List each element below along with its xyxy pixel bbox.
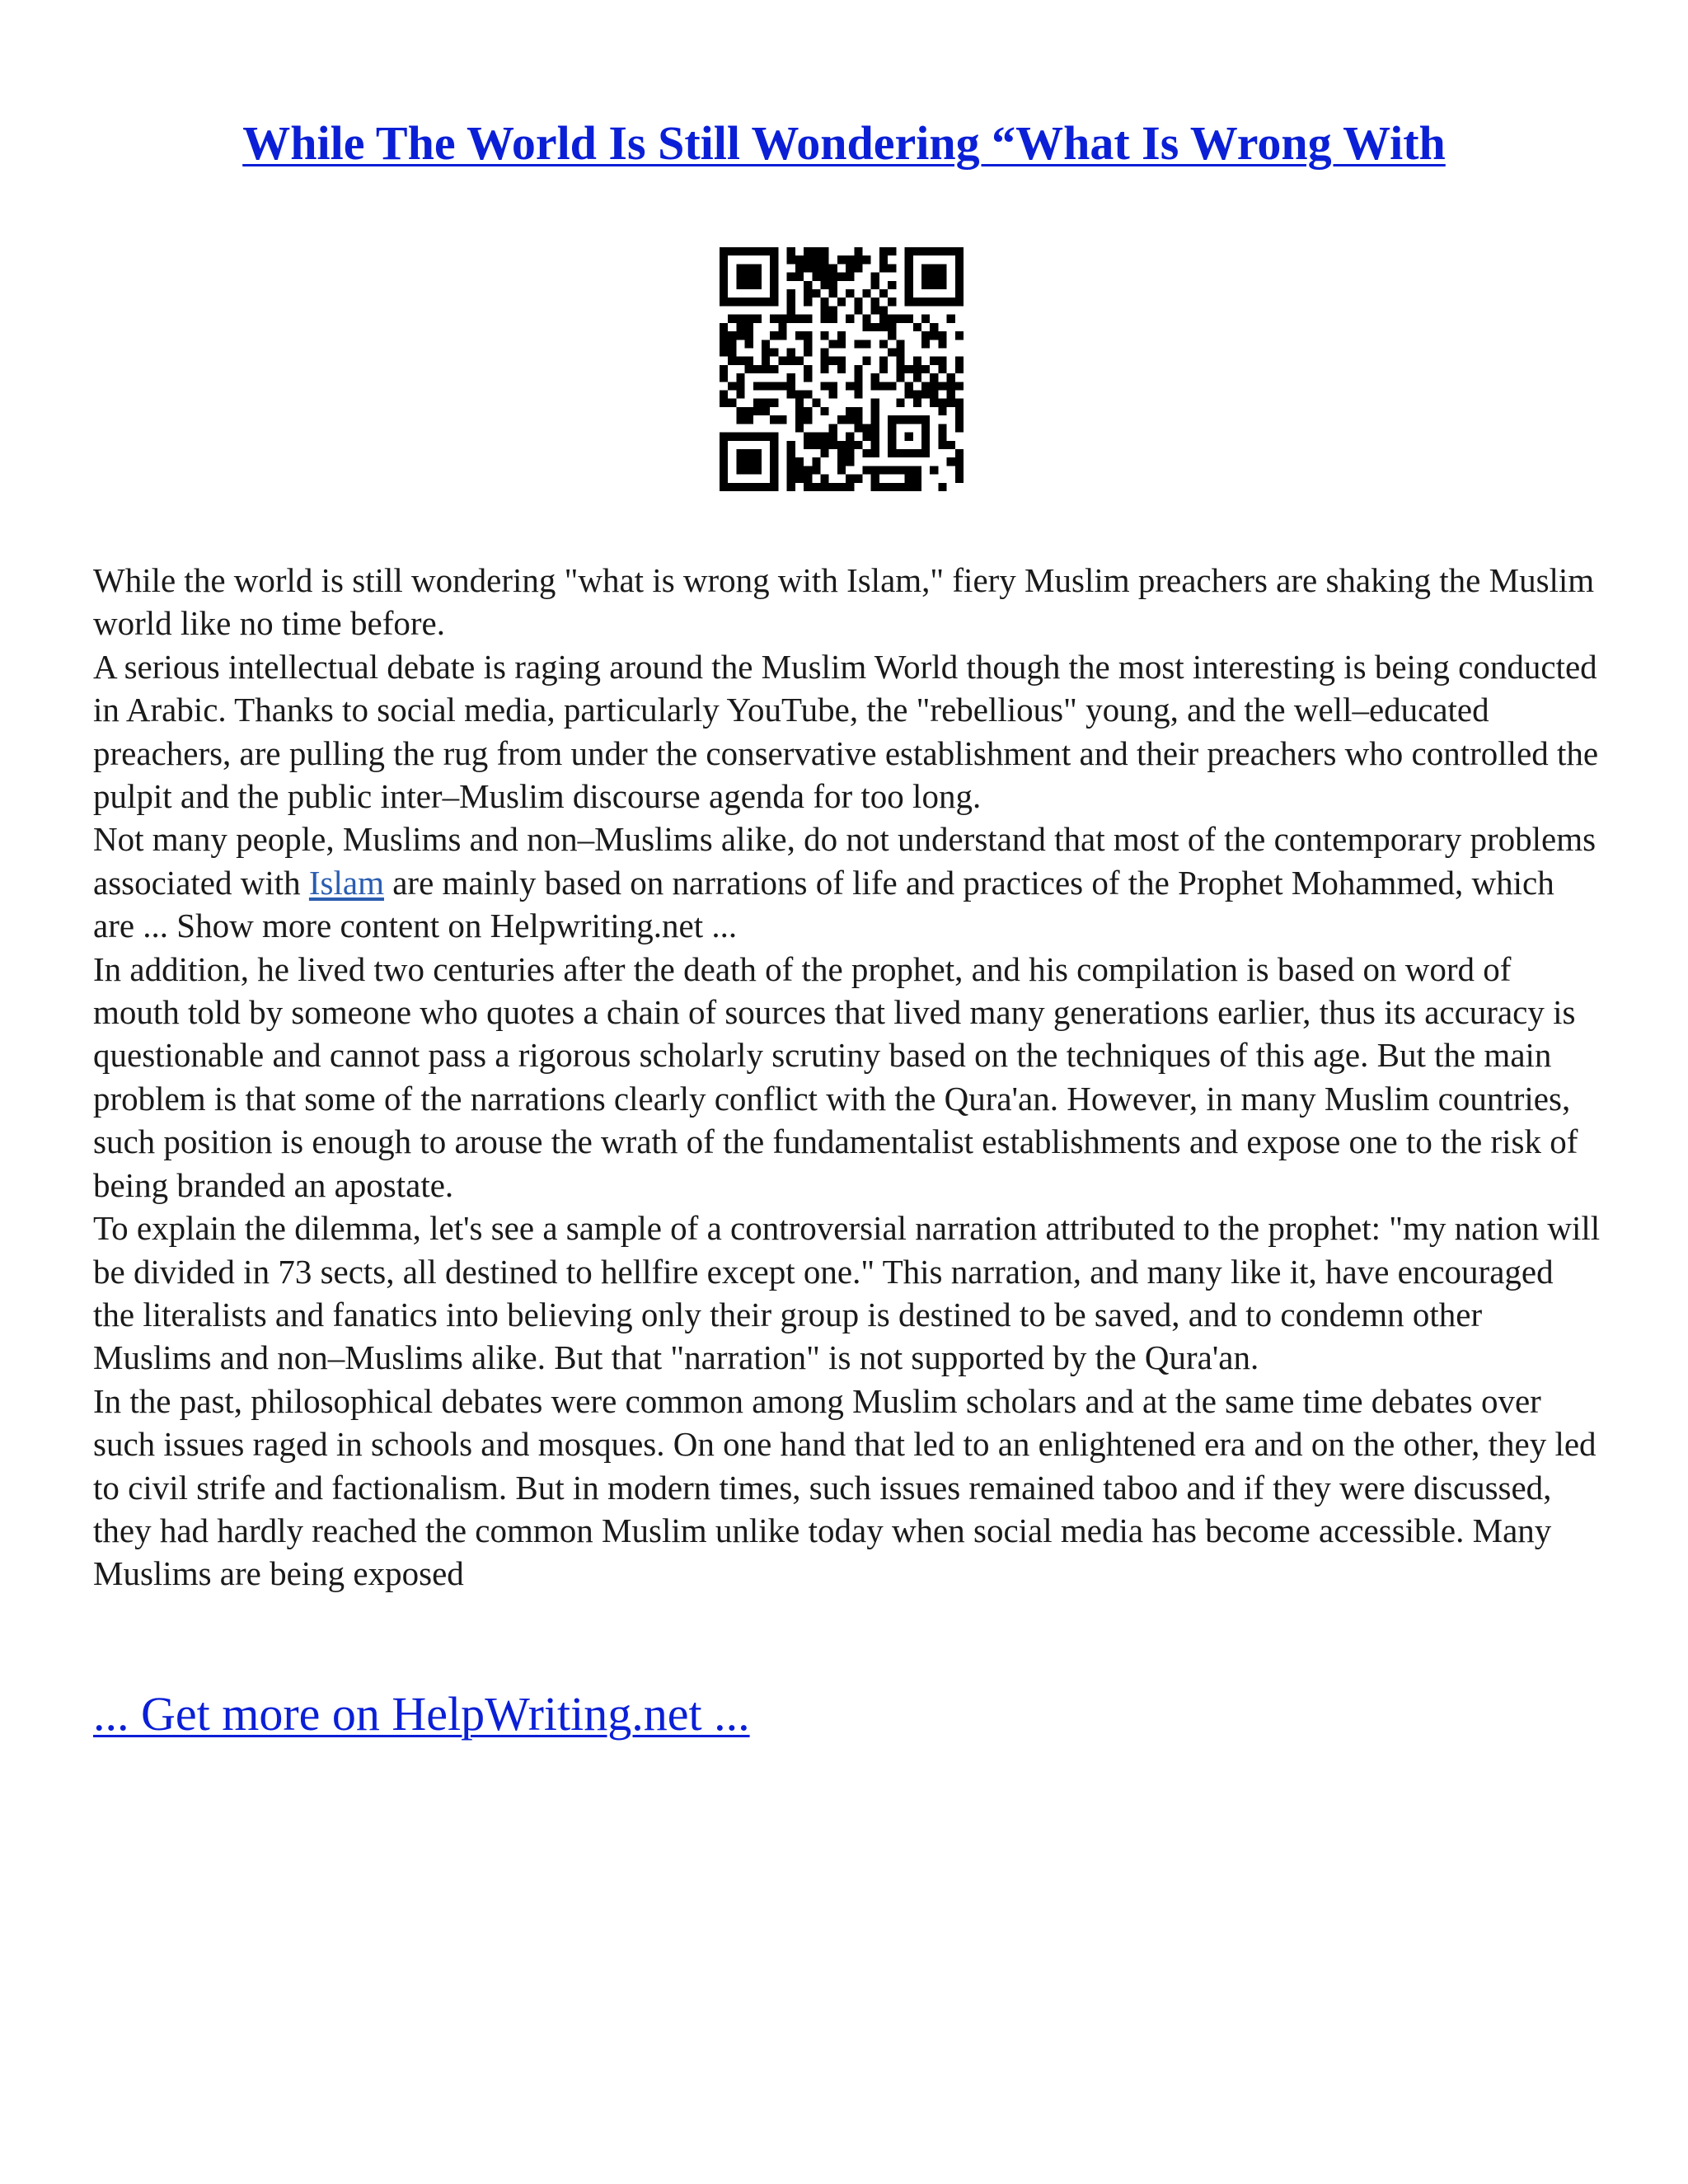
qr-code-icon xyxy=(720,247,964,491)
title-link[interactable]: While The World Is Still Wondering “What Is Wrong With xyxy=(242,116,1446,170)
paragraph-3 xyxy=(93,818,1601,947)
article-body xyxy=(93,559,1601,1596)
more-link-row xyxy=(93,1685,750,1743)
islam-link[interactable]: Islam xyxy=(308,863,384,902)
paragraph-1: While the world is still wondering "what is wrong with Islam," fiery Muslim preachers are shaking the Muslim world like no time before. xyxy=(93,561,1595,643)
paragraph-6: In the past, philosophical debates were common among Muslim scholars and at the same time debates over such issues raged in schools and mosques. On one hand that led to an enlightened era and on the other, they led to civil strife and factionalism. But in modern times, such issues remained taboo and if they were discussed, they had hardly reached the common Muslim unlike today when social media has become accessible. Many Muslims are being exposed xyxy=(93,1381,1597,1593)
paragraph-3-start: Not many people, Muslims and non–Muslims alike, do not understand that most of the contemporary problems associated with xyxy=(93,820,1597,902)
page-title xyxy=(0,114,1688,173)
paragraph-2: A serious intellectual debate is raging around the Muslim World though the most interesting is being conducted in Arabic. Thanks to social media, particularly YouTube, the "rebellious" young, and the well–educated preachers, are pulling the rug from under the conservative establishment and their preachers who controlled the pulpit and the public inter–Muslim discourse agenda for too long. xyxy=(93,647,1599,816)
paragraph-3-end: are mainly based on narrations of life and practices of the Prophet Mohammed, which are ... Show more content on Helpwriting.net ... xyxy=(93,863,1554,945)
paragraph-5: To explain the dilemma, let's see a sample of a controversial narration attributed to the prophet: "my nation will be divided in 73 sects, all destined to hellfire except one." This narration, and many like it, have encouraged the literalists and fanatics into believing only their group is destined to be saved, and to condemn other Muslims and non–Muslims alike. But that "narration" is not supported by the Qura'an. xyxy=(93,1209,1601,1377)
paragraph-4: In addition, he lived two centuries after the death of the prophet, and his compilation is based on word of mouth told by someone who quotes a chain of sources that lived many generations earlier, thus its accuracy is questionable and cannot pass a rigorous scholarly scrutiny based on the techniques of this age. But the main problem is that some of the narrations clearly conflict with the Qura'an. However, in many Muslim countries, such position is enough to arouse the wrath of the fundamentalist establishments and expose one to the risk of being branded an apostate. xyxy=(93,949,1578,1204)
get-more-link[interactable]: ... Get more on HelpWriting.net ... xyxy=(93,1687,750,1741)
